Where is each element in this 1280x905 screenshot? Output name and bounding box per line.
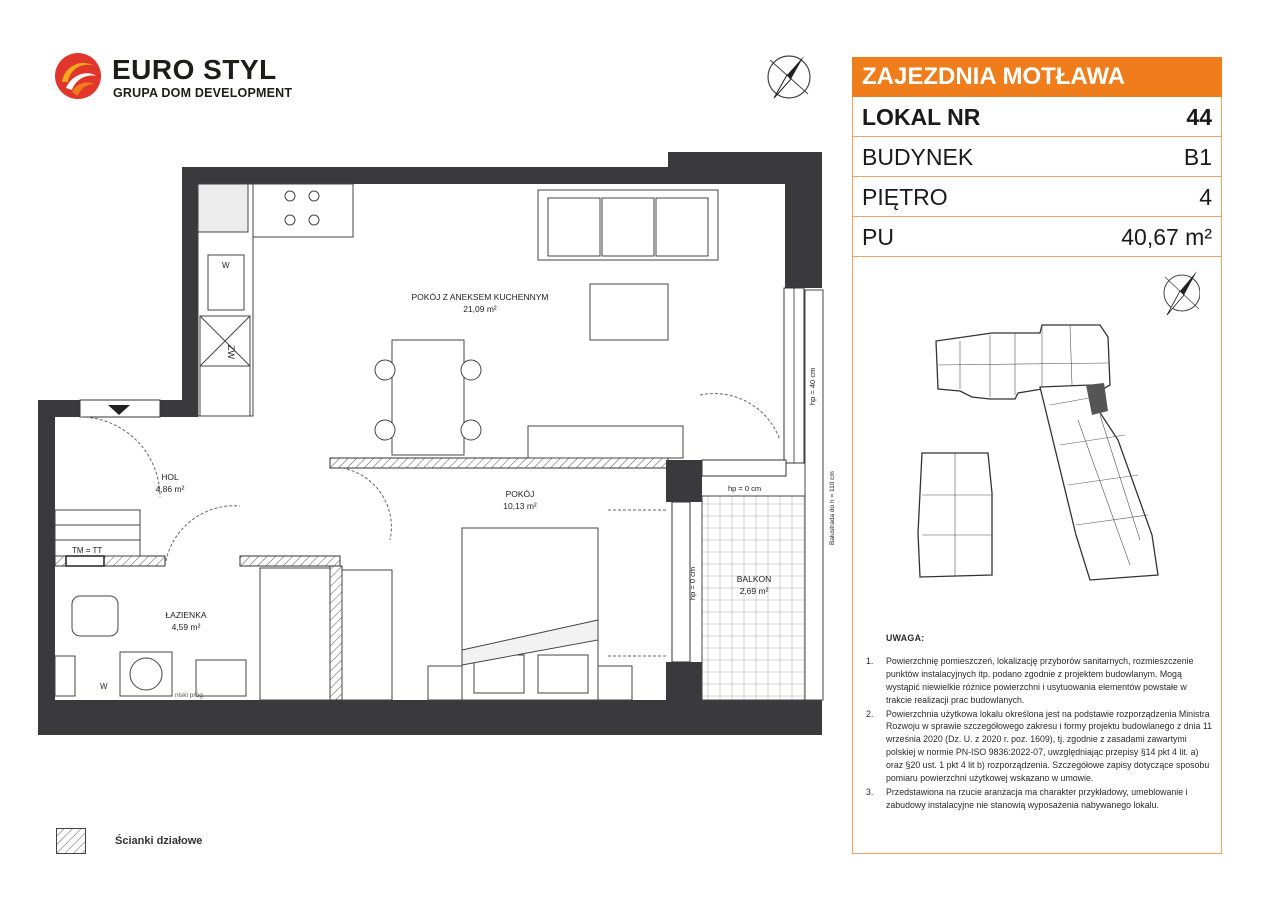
site-compass-icon <box>1164 271 1200 315</box>
balustrade-label: Balustrada do h = 110 cm <box>829 471 836 545</box>
info-row-area <box>852 217 1222 257</box>
floor-value: 4 <box>1199 184 1212 210</box>
project-name: ZAJEZDNIA MOTŁAWA <box>852 57 1222 97</box>
info-row-building <box>852 137 1222 177</box>
room-area: 10,13 m² <box>503 501 537 511</box>
room-name: POKÓJ <box>505 489 535 499</box>
brand-subtitle: GRUPA DOM DEVELOPMENT <box>113 86 293 100</box>
note-text: Powierzchnia użytkowa lokalu określona jest na podstawie rozporządzenia Ministra Rozwoju w sprawie szczegółowego zakresu i formy projektu budowlanego z dnia 11 września 2020 (Dz. U. z 2020 r. poz. 1609), tj. zgodnie z zasadami zawartymi polskiej w normie PN-ISO 9836:2022-07, uwzględniając przepisy §14 pkt 4 lit. a) oraz §20 ust. 1 pkt 4 lit b) rozporządzenia. Szczegółowe zapisy dotyczące sposobu pomiaru powierzchni użytkowej wskazano w umowie. <box>886 708 1212 784</box>
legend-label: Ścianki działowe <box>115 835 203 847</box>
tm-tt-label: TM = TT <box>72 546 103 555</box>
kitchen <box>198 184 353 416</box>
tv-cabinet <box>528 426 683 458</box>
note-number: 3. <box>866 786 874 797</box>
north-arrow-icon <box>764 52 814 102</box>
living-room-name: POKÓJ Z ANEKSEM KUCHENNYM <box>411 292 549 302</box>
room-wardrobe <box>342 570 392 700</box>
balcony-area: 2,69 m² <box>739 586 769 596</box>
site-plan-map <box>900 265 1200 610</box>
hall-name: HOL <box>161 472 179 482</box>
living-room-area: 21,09 m² <box>463 304 497 314</box>
sofa <box>538 190 718 260</box>
balcony-floor <box>702 496 805 700</box>
bathroom-area: 4,59 m² <box>171 622 201 632</box>
floor-label: PIĘTRO <box>862 184 948 210</box>
bathroom-fixtures <box>55 568 330 700</box>
bathroom-name: ŁAZIENKA <box>165 610 207 620</box>
area-label: PU <box>862 224 894 250</box>
notes-title: UWAGA: <box>886 633 925 643</box>
note-item <box>864 708 1214 785</box>
floor-plan <box>0 140 840 750</box>
hall-area: 4,86 m² <box>155 484 185 494</box>
note-text: Przedstawiona na rzucie aranżacja ma charakter przykładowy, umeblowanie i zabudowy instalacyjne nie stanowią wyposażenia nabywanego lokalu. <box>886 786 1188 810</box>
note-item <box>864 786 1214 812</box>
brand-name: EURO STYL <box>112 54 277 85</box>
info-row-unit <box>852 97 1222 137</box>
note-number: 2. <box>866 708 874 719</box>
balcony-name: BALKON <box>736 574 772 584</box>
building-value: B1 <box>1183 144 1212 170</box>
dining-table <box>375 340 481 455</box>
bed <box>462 528 598 700</box>
nightstand <box>598 666 632 700</box>
info-row-floor <box>852 177 1222 217</box>
hp0-room-label: hp = 0 cm <box>688 566 697 600</box>
coffee-table <box>590 284 668 340</box>
zw-label: ZW <box>226 345 236 359</box>
hp0-balcony-label: hp = 0 cm <box>728 484 762 493</box>
threshold-label: niski próg <box>175 692 203 699</box>
notes-section <box>864 632 1214 813</box>
hp40-label: hp = 40 cm <box>808 367 817 405</box>
note-text: Powierzchnię pomieszczeń, lokalizację przyborów sanitarnych, rozmieszczenie punktów instalacyjnych itp. podano zgodnie z projektem budowlanym. Mogą wystąpić niewielkie różnice powierzchni i usytuowania elementów powstałe w trakcie realizacji prac budowlanych. <box>886 655 1194 705</box>
area-value: 40,67 m² <box>1121 224 1212 250</box>
note-number: 1. <box>866 655 874 666</box>
unit-label: LOKAL NR <box>862 104 981 130</box>
note-item <box>864 655 1214 707</box>
building-label: BUDYNEK <box>862 144 974 170</box>
nightstand <box>428 666 462 700</box>
w-kitchen-label: W <box>222 261 230 270</box>
w-bath-label: W <box>100 682 108 691</box>
balustrade <box>805 290 823 700</box>
unit-value: 44 <box>1186 104 1212 130</box>
euro-styl-logo-icon <box>54 52 102 100</box>
partition-wall-legend-icon <box>56 828 86 854</box>
